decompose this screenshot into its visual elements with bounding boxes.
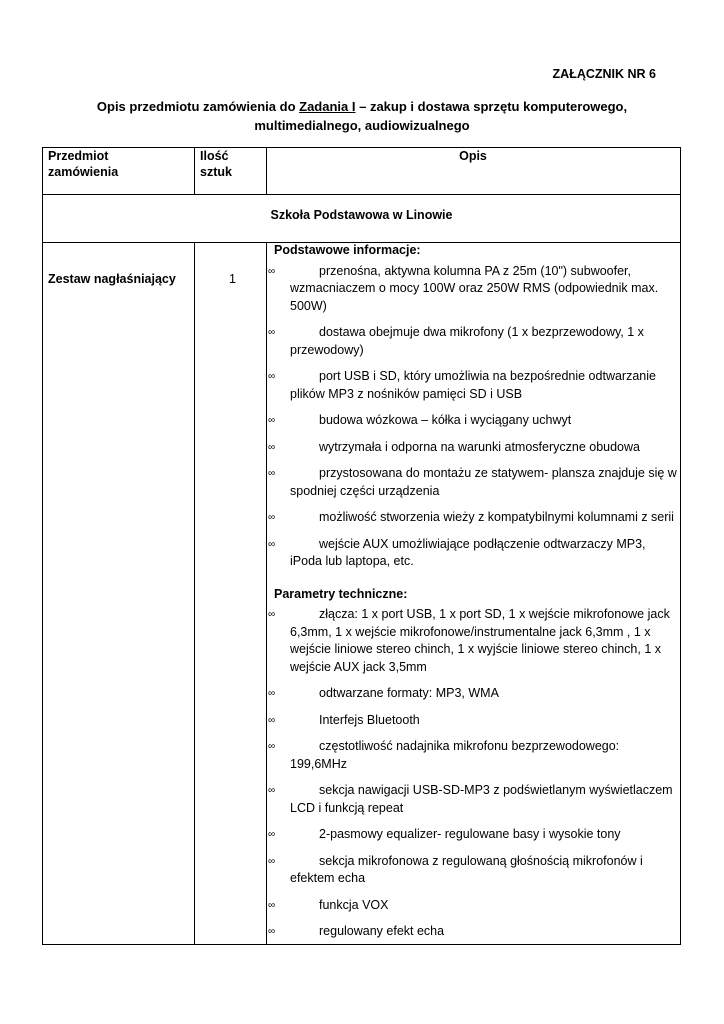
list-item xyxy=(268,536,678,571)
list-item xyxy=(268,324,678,359)
bullet-icon: ∞ xyxy=(268,415,276,426)
col-divider-1-bottom xyxy=(194,242,195,945)
list-item-text: 2-pasmowy equalizer- regulowane basy i wysokie tony xyxy=(319,827,621,841)
heading-line2: multimedialnego, audiowizualnego xyxy=(254,118,470,133)
item-quantity: 1 xyxy=(229,272,236,286)
col-divider-1-top xyxy=(194,147,195,194)
list-item-text: port USB i SD, który umożliwia na bezpośrednie odtwarzanie plików MP3 z nośników pamięci SD i USB xyxy=(290,369,656,401)
list-item-text: funkcja VOX xyxy=(319,897,389,912)
annex-label: ZAŁĄCZNIK NR 6 xyxy=(552,67,656,81)
list-item xyxy=(268,712,678,730)
bullet-icon: ∞ xyxy=(268,741,276,752)
list-item-text: sekcja mikrofonowa z regulowaną głośnością mikrofonów i efektem echa xyxy=(290,853,643,885)
bullet-icon: ∞ xyxy=(268,714,276,726)
bullet-icon: ∞ xyxy=(268,609,276,620)
bullet-icon: ∞ xyxy=(268,371,276,382)
col-divider-2-bottom xyxy=(266,242,267,945)
bullet-icon: ∞ xyxy=(268,512,276,523)
list-item-text: przystosowana do montażu ze statywem- plansza znajduje się w spodniej części urządzenia xyxy=(290,466,677,498)
order-table xyxy=(42,147,681,945)
bullet-icon: ∞ xyxy=(268,785,276,796)
list-item-text: przenośna, aktywna kolumna PA z 25m (10") subwoofer, wzmacniaczem o mocy 100W oraz 250W RMS (odpowiednik max. 500W) xyxy=(290,263,659,313)
header-item xyxy=(48,148,118,180)
list-item xyxy=(268,439,678,457)
bullet-icon: ∞ xyxy=(268,468,276,479)
bullet-icon: ∞ xyxy=(268,538,276,550)
list-item-text: możliwość stworzenia wieży z kompatybilnymi kolumnami z serii xyxy=(319,510,674,524)
tech-params-title: Parametry techniczne: xyxy=(274,586,408,601)
list-item xyxy=(268,782,678,817)
header-quantity-line2: sztuk xyxy=(200,165,232,179)
list-item-text: złącza: 1 x port USB, 1 x port SD, 1 x wejście mikrofonowe jack 6,3mm, 1 x wejście mikrofonowe/instrumentalne jack 6,3mm , 1 x wejście liniowe stereo chinch, 1 x wyjście liniowe stereo chinch, 1 x wejście AUX jack 3,5mm xyxy=(290,607,670,674)
header-row-divider xyxy=(42,194,681,195)
list-item-text: odtwarzane formaty: MP3, WMA xyxy=(319,686,499,700)
list-item xyxy=(268,826,678,844)
list-item xyxy=(268,509,678,527)
heading-prefix: Opis przedmiotu zamówienia do xyxy=(96,99,300,114)
list-item-text: wytrzymała i odporna na warunki atmosferyczne obudowa xyxy=(319,439,640,454)
table-border-left xyxy=(42,147,43,945)
bullet-icon: ∞ xyxy=(268,327,276,338)
list-item xyxy=(268,465,678,500)
list-item xyxy=(268,685,678,703)
list-item-text: budowa wózkowa – kółka i wyciągany uchwyt xyxy=(319,413,572,427)
list-item xyxy=(268,853,678,888)
heading-suffix: – zakup i dostawa sprzętu komputerowego, xyxy=(355,99,628,114)
bullet-icon: ∞ xyxy=(268,441,276,453)
header-description: Opis xyxy=(459,149,487,163)
section-title: Szkoła Podstawowa w Linowie xyxy=(270,208,453,222)
basic-info-list xyxy=(268,263,678,571)
document-heading xyxy=(40,97,684,135)
bullet-icon: ∞ xyxy=(268,688,276,699)
list-item xyxy=(268,923,678,941)
list-item xyxy=(268,606,678,676)
bullet-icon: ∞ xyxy=(268,855,276,867)
list-item-text: Interfejs Bluetooth xyxy=(319,712,420,727)
list-item xyxy=(268,263,678,316)
basic-info-title: Podstawowe informacje: xyxy=(274,243,421,257)
bullet-icon: ∞ xyxy=(268,265,276,277)
header-quantity-line1: Ilość xyxy=(200,149,229,163)
tech-params-list xyxy=(268,606,678,941)
list-item-text: sekcja nawigacji USB-SD-MP3 z podświetlanym wyświetlaczem LCD i funkcją repeat xyxy=(290,783,673,815)
list-item xyxy=(268,897,678,915)
item-description xyxy=(268,242,678,950)
list-item-text: dostawa obejmuje dwa mikrofony (1 x bezprzewodowy, 1 x przewodowy) xyxy=(290,325,644,357)
table-border-right xyxy=(680,147,681,945)
bullet-icon: ∞ xyxy=(268,829,276,840)
list-item-text: częstotliwość nadajnika mikrofonu bezprzewodowego: 199,6MHz xyxy=(290,739,620,771)
list-item-text: regulowany efekt echa xyxy=(319,924,445,938)
bullet-icon: ∞ xyxy=(268,899,276,911)
item-name: Zestaw nagłaśniający xyxy=(48,272,176,286)
header-quantity xyxy=(200,148,232,180)
list-item-text: wejście AUX umożliwiające podłączenie odtwarzaczy MP3, iPoda lub laptopa, etc. xyxy=(290,536,646,568)
header-item-line2: zamówienia xyxy=(48,165,119,179)
list-item xyxy=(268,412,678,430)
list-item xyxy=(268,368,678,403)
header-item-line1: Przedmiot xyxy=(48,149,109,163)
list-item xyxy=(268,738,678,773)
heading-task-link: Zadania I xyxy=(299,99,356,114)
bullet-icon: ∞ xyxy=(268,926,276,937)
